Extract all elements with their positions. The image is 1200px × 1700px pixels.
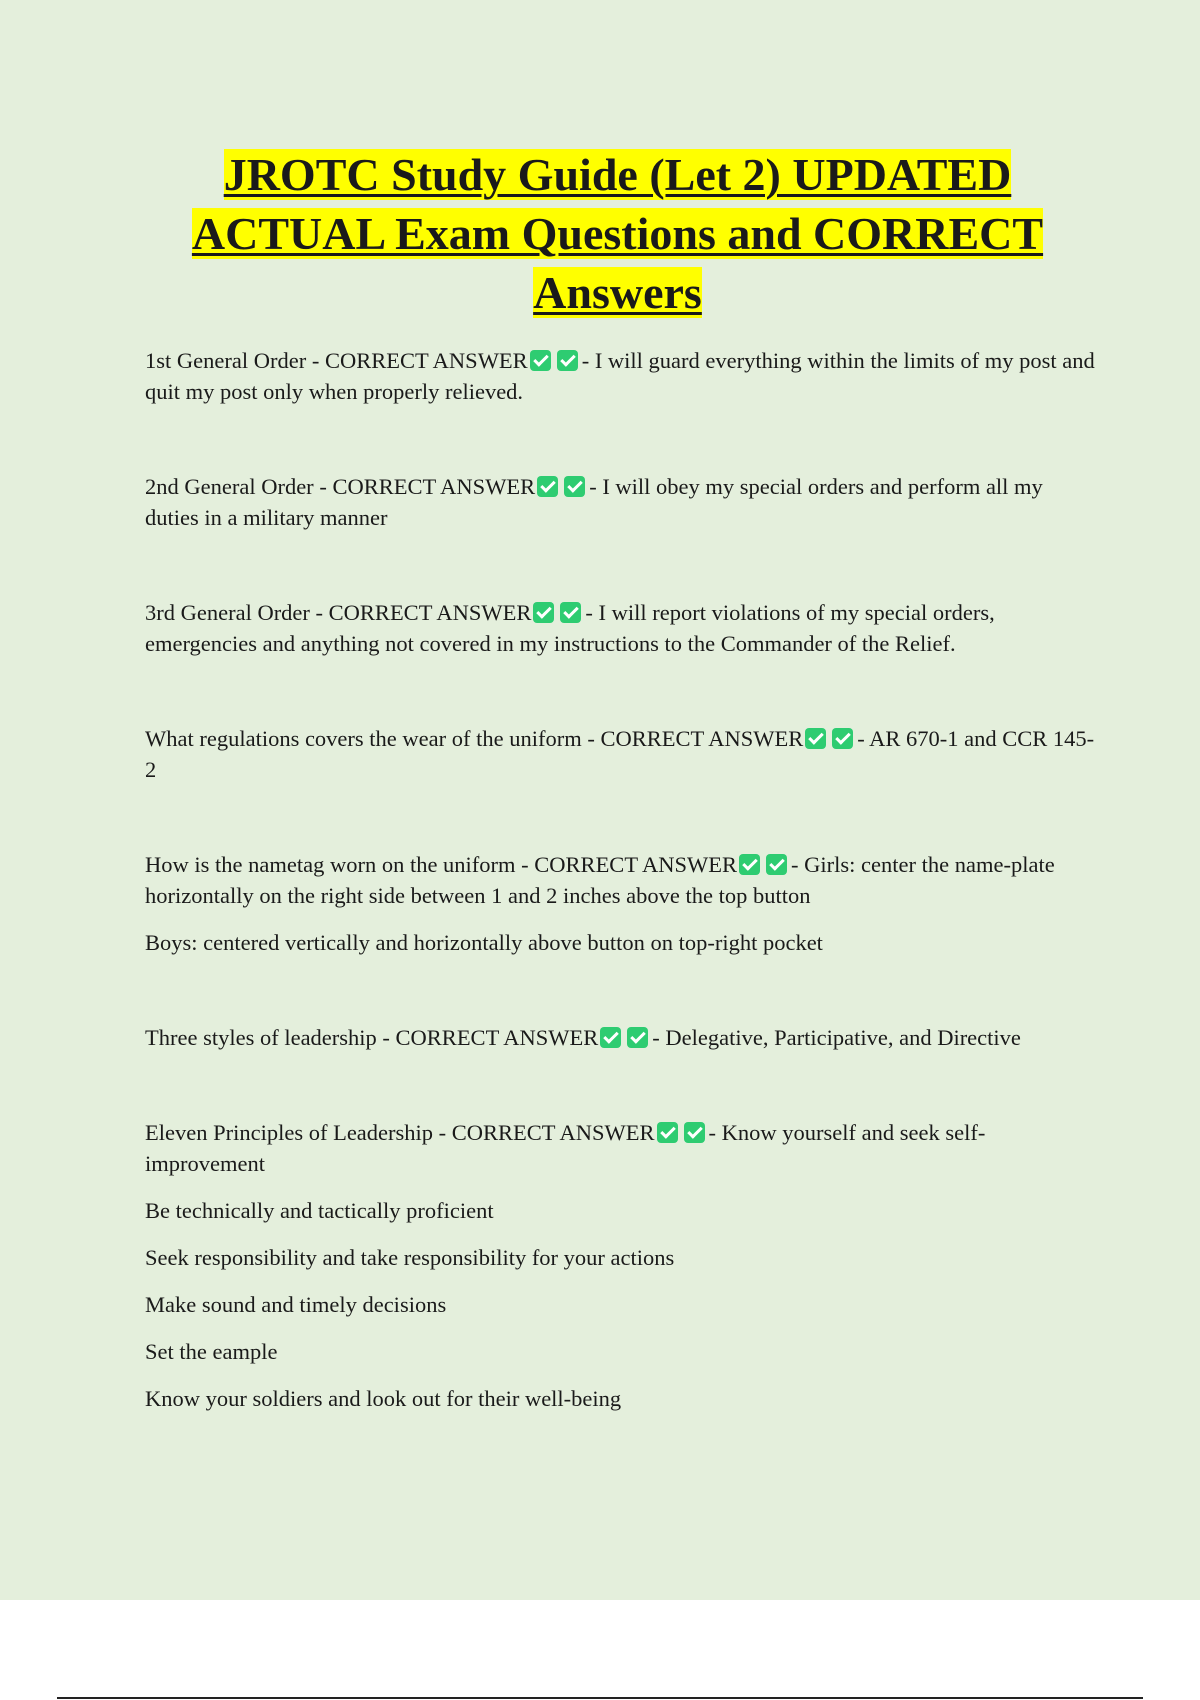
check-mark-icon [684, 1122, 705, 1143]
answer-continuation-line: Be technically and tactically proficient [145, 1198, 494, 1223]
check-mark-icon [530, 350, 551, 371]
correct-answer-label: CORRECT ANSWER [395, 1025, 599, 1050]
answer-text: Girls: center the name-plate horizontally on the right side between 1 and 2 inches above the top button [145, 852, 1055, 908]
question-text: Three styles of leadership [145, 1025, 377, 1050]
check-mark-icon [564, 476, 585, 497]
check-mark-icon [627, 1027, 648, 1048]
correct-answer-label: CORRECT ANSWER [324, 348, 528, 373]
qa-line: What regulations covers the wear of the uniform - CORRECT ANSWER - AR 670-1 and CCR 145-2 [145, 726, 1095, 782]
qa-list [145, 345, 1095, 1478]
answer-text: I will guard everything within the limits of my post and quit my post only when properly relieved. [145, 348, 1095, 404]
question-text: What regulations covers the wear of the uniform [145, 726, 582, 751]
check-mark-icon [560, 602, 581, 623]
qa-item [145, 471, 1095, 533]
qa-item [145, 597, 1095, 659]
footer-divider [57, 1697, 1143, 1699]
answer-text: Delegative, Participative, and Directive [665, 1025, 1021, 1050]
document-title [130, 145, 1105, 322]
answer-continuation-line: Make sound and timely decisions [145, 1292, 447, 1317]
answer-text: Know yourself and seek self-improvement [145, 1120, 986, 1176]
correct-answer-label: CORRECT ANSWER [534, 852, 738, 877]
answer-text: I will report violations of my special orders, emergencies and anything not covered in my instructions to the Commander of the Relief. [145, 600, 995, 656]
check-mark-icon [766, 854, 787, 875]
question-text: Eleven Principles of Leadership [145, 1120, 434, 1145]
check-mark-icon [739, 854, 760, 875]
correct-answer-label: CORRECT ANSWER [600, 726, 804, 751]
correct-answer-label: CORRECT ANSWER [451, 1120, 655, 1145]
check-mark-icon [537, 476, 558, 497]
answer-continuation-line: Set the eample [145, 1339, 278, 1364]
answer-continuation-line: Boys: centered vertically and horizontally above button on top-right pocket [145, 930, 823, 955]
check-mark-icon [557, 350, 578, 371]
question-text: 2nd General Order [145, 474, 314, 499]
correct-answer-label: CORRECT ANSWER [332, 474, 536, 499]
question-text: 3rd General Order [145, 600, 310, 625]
question-text: How is the nametag worn on the uniform [145, 852, 516, 877]
qa-line: How is the nametag worn on the uniform - CORRECT ANSWER - Girls: center the name-plate horizontally on the right side between 1 and 2 inches above the top button [145, 852, 1055, 908]
correct-answer-label: CORRECT ANSWER [328, 600, 532, 625]
answer-continuation-line: Know your soldiers and look out for their well-being [145, 1386, 622, 1411]
qa-item [145, 849, 1095, 958]
qa-line: Three styles of leadership - CORRECT ANSWER - Delegative, Participative, and Directive [145, 1025, 1021, 1050]
check-mark-icon [805, 728, 826, 749]
check-mark-icon [832, 728, 853, 749]
check-mark-icon [657, 1122, 678, 1143]
qa-item [145, 1117, 1095, 1414]
answer-continuation-line: Seek responsibility and take responsibility for your actions [145, 1245, 675, 1270]
qa-line: 3rd General Order - CORRECT ANSWER - I will report violations of my special orders, emergencies and anything not covered in my instructions to the Commander of the Relief. [145, 600, 995, 656]
qa-item [145, 1022, 1095, 1053]
check-mark-icon [533, 602, 554, 623]
qa-line: Eleven Principles of Leadership - CORRECT ANSWER - Know yourself and seek self-improvement [145, 1120, 986, 1176]
document-title-text: JROTC Study Guide (Let 2) UPDATED ACTUAL Exam Questions and CORRECT Answers [191, 149, 1044, 318]
qa-line: 2nd General Order - CORRECT ANSWER - I will obey my special orders and perform all my duties in a military manner [145, 474, 1043, 530]
answer-text: AR 670-1 and CCR 145-2 [145, 726, 1095, 782]
qa-item [145, 345, 1095, 407]
question-text: 1st General Order [145, 348, 307, 373]
check-mark-icon [600, 1027, 621, 1048]
qa-line: 1st General Order - CORRECT ANSWER - I will guard everything within the limits of my post and quit my post only when properly relieved. [145, 348, 1095, 404]
qa-item [145, 723, 1095, 785]
answer-text: I will obey my special orders and perform all my duties in a military manner [145, 474, 1043, 530]
